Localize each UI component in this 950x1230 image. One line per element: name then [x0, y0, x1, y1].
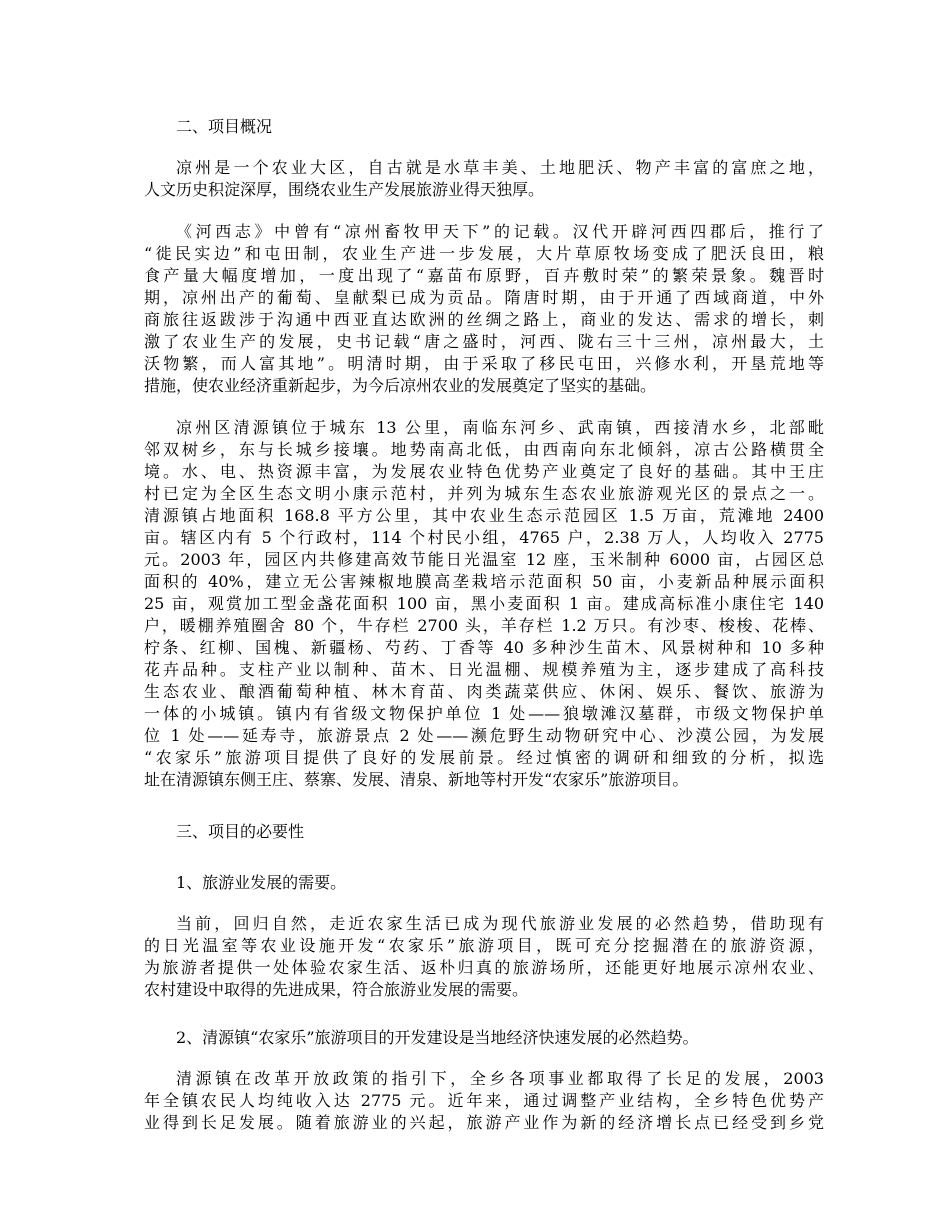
paragraph-line: 亩。辖区内有 5 个行政村，114 个村民小组，4765 户，2.38 万人，人均收入 2775: [144, 528, 824, 547]
paragraph-line: 措施，使农业经济重新起步，为今后凉州农业的发展奠定了坚实的基础。: [144, 376, 657, 395]
paragraph-line: 境。水、电、热资源丰富，为发展农业特色优势产业奠定了良好的基础。其中王庄: [144, 462, 824, 481]
paragraph-line: 为旅游者提供一处体验农家生活、返朴归真的旅游场所，还能更好地展示凉州农业、: [144, 958, 824, 977]
section-heading-necessity: 三、项目的必要性: [176, 822, 305, 841]
subheading-tourism-need: 1、旅游业发展的需要。: [176, 873, 347, 892]
paragraph-line: 村已定为全区生态文明小康示范村，并列为城东生态农业旅游观光区的景点之一。: [144, 484, 824, 503]
section-heading-overview: 二、项目概况: [176, 117, 273, 136]
paragraph-line: 食产量大幅度增加，一度出现了“嘉苗布原野，百卉敷时荣”的繁荣景象。魏晋时: [144, 266, 824, 285]
paragraph-line: 业得到长足发展。随着旅游业的兴起，旅游产业作为新的经济增长点已经受到乡党: [144, 1113, 824, 1132]
paragraph-line: 清源镇占地面积 168.8 平方公里，其中农业生态示范园区 1.5 万亩，荒滩地 2400: [144, 506, 824, 525]
paragraph-line: 址在清源镇东侧王庄、蔡寨、发展、清泉、新地等村开发“农家乐”旅游项目。: [144, 770, 689, 789]
paragraph-line: 生态农业、酿酒葡萄种植、林木育苗、肉类蔬菜供应、休闲、娱乐、餐饮、旅游为: [144, 682, 824, 701]
paragraph-line: 商旅往返跋涉于沟通中西亚直达欧洲的丝绸之路上，商业的发达、需求的增长，刺: [144, 310, 824, 329]
paragraph-line: 年全镇农民人均纯收入达 2775 元。近年来，通过调整产业结构，全乡特色优势产: [144, 1091, 824, 1110]
paragraph-line: 农村建设中取得的先进成果，符合旅游业发展的需要。: [144, 980, 529, 999]
paragraph-line: 花卉品种。支柱产业以制种、苗木、日光温棚、规模养殖为主，逐步建成了高科技: [144, 660, 824, 679]
paragraph-line: 的日光温室等农业设施开发“农家乐”旅游项目，既可充分挖掘潜在的旅游资源，: [144, 936, 824, 955]
subheading-economic-trend: 2、清源镇“农家乐”旅游项目的开发建设是当地经济快速发展的必然趋势。: [176, 1028, 699, 1047]
paragraph-line: 《河西志》中曾有“凉州畜牧甲天下”的记载。汉代开辟河西四郡后，推行了: [176, 222, 824, 241]
paragraph-line: “农家乐”旅游项目提供了良好的发展前景。经过慎密的调研和细致的分析，拟选: [144, 748, 824, 767]
paragraph-line: 25 亩，观赏加工型金盏花面积 100 亩，黑小麦面积 1 亩。建成高标准小康住宅 140: [144, 594, 824, 613]
paragraph-line: 人文历史积淀深厚，围绕农业生产发展旅游业得天独厚。: [144, 180, 545, 199]
paragraph-line: 位 1 处——延寿寺，旅游景点 2 处——濒危野生动物研究中心、沙漠公园，为发展: [144, 726, 824, 745]
paragraph-line: 面积的 40%，建立无公害辣椒地膜高垄栽培示范面积 50 亩，小麦新品种展示面积: [144, 572, 824, 591]
paragraph-line: 元。2003 年，园区内共修建高效节能日光温室 12 座，玉米制种 6000 亩，占园区总: [144, 550, 824, 569]
paragraph-line: 激了农业生产的发展，史书记载“唐之盛时，河西、陇右三十三州，凉州最大，土: [144, 332, 824, 351]
paragraph-line: 沃物繁，而人富其地”。明清时期，由于采取了移民屯田，兴修水利，开垦荒地等: [144, 354, 824, 373]
paragraph-line: 邻双树乡，东与长城乡接壤。地势南高北低，由西南向东北倾斜，凉古公路横贯全: [144, 440, 824, 459]
paragraph-line: 凉州是一个农业大区，自古就是水草丰美、土地肥沃、物产丰富的富庶之地，: [176, 158, 824, 177]
paragraph-line: 期，凉州出产的葡萄、皇献梨已成为贡品。隋唐时期，由于开通了西域商道，中外: [144, 288, 824, 307]
paragraph-line: 清源镇在改革开放政策的指引下，全乡各项事业都取得了长足的发展，2003: [176, 1069, 824, 1088]
paragraph-line: 当前，回归自然，走近农家生活已成为现代旅游业发展的必然趋势，借助现有: [176, 914, 824, 933]
paragraph-line: 凉州区清源镇位于城东 13 公里，南临东河乡、武南镇，西接清水乡，北部毗: [176, 418, 824, 437]
paragraph-line: 一体的小城镇。镇内有省级文物保护单位 1 处——狼墩滩汉墓群，市级文物保护单: [144, 704, 824, 723]
paragraph-line: 柠条、红柳、国槐、新疆杨、芍药、丁香等 40 多种沙生苗木、风景树种和 10 多种: [144, 638, 824, 657]
paragraph-line: 户，暖棚养殖圈舍 80 个，牛存栏 2700 头，羊存栏 1.2 万只。有沙枣、梭梭、花棒、: [144, 616, 824, 635]
paragraph-line: “徙民实边”和屯田制，农业生产进一步发展，大片草原牧场变成了肥沃良田，粮: [144, 244, 824, 263]
